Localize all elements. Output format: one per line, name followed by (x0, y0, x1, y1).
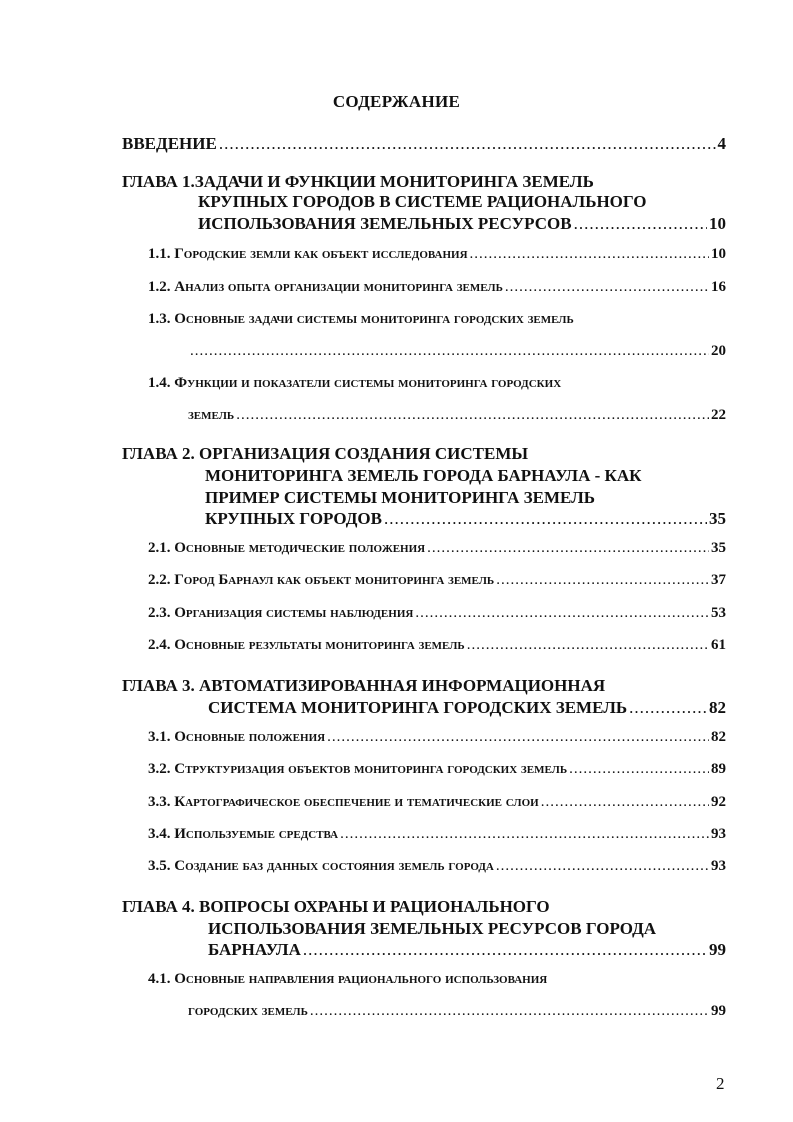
leader-dots (505, 279, 709, 296)
toc-entry-label: СИСТЕМА МОНИТОРИНГА ГОРОДСКИХ ЗЕМЕЛЬ (208, 698, 628, 717)
chapter-2-heading-line-2[interactable]: МОНИТОРИНГА ЗЕМЕЛЬ ГОРОДА БАРНАУЛА - КАК (205, 466, 642, 485)
leader-dots (190, 343, 709, 360)
toc-page-number: 93 (711, 858, 726, 874)
toc-entry-3-2[interactable] (148, 761, 726, 778)
toc-page-number: 53 (711, 605, 726, 621)
toc-entry-label: ВВЕДЕНИЕ (122, 134, 217, 153)
toc-entry-label: земель (188, 407, 235, 423)
toc-entry-2-3[interactable] (148, 605, 726, 622)
toc-page-number: 99 (709, 940, 726, 959)
toc-entry-3-1[interactable] (148, 729, 726, 746)
toc-entry-3-3[interactable] (148, 794, 726, 811)
toc-page-number: 10 (711, 246, 726, 262)
leader-dots (427, 540, 709, 557)
toc-entry-label: 3.5. Создание баз данных состояния земель города (148, 858, 494, 874)
leader-dots (236, 407, 709, 424)
toc-entry-3-4[interactable] (148, 826, 726, 843)
toc-entry-label: городских земель (188, 1003, 308, 1019)
leader-dots (327, 729, 709, 746)
leader-dots (470, 246, 709, 263)
chapter-4-heading-line-1[interactable]: ГЛАВА 4. ВОПРОСЫ ОХРАНЫ И РАЦИОНАЛЬНОГО (122, 897, 550, 916)
page-title: СОДЕРЖАНИЕ (332, 92, 461, 111)
toc-entry-3-5[interactable] (148, 858, 726, 875)
leader-dots (415, 605, 709, 622)
toc-entry-label: 3.4. Используемые средства (148, 826, 339, 842)
toc-page-number: 35 (709, 509, 726, 528)
toc-entry-intro[interactable] (122, 134, 726, 154)
leader-dots (340, 826, 709, 843)
toc-entry-label: 1.2. Анализ опыта организации мониторинга земель (148, 279, 503, 295)
toc-page-number: 20 (711, 343, 726, 359)
toc-entry-label: КРУПНЫХ ГОРОДОВ (205, 509, 382, 528)
toc-page-number: 22 (711, 407, 726, 423)
leader-dots (574, 214, 707, 234)
toc-entry-1-3[interactable] (188, 343, 726, 360)
toc-entry-label: 2.4. Основные результаты мониторинга земель (148, 637, 465, 653)
chapter-4-heading-line-2[interactable]: ИСПОЛЬЗОВАНИЯ ЗЕМЕЛЬНЫХ РЕСУРСОВ ГОРОДА (208, 919, 657, 938)
toc-entry-label: 2.3. Организация системы наблюдения (148, 605, 414, 621)
leader-dots (303, 940, 707, 960)
toc-entry-4-1-label[interactable]: 4.1. Основные направления рационального использования (148, 971, 548, 987)
leader-dots (384, 509, 707, 529)
toc-page-number: 37 (711, 572, 726, 588)
toc-entry-2-4[interactable] (148, 637, 726, 654)
leader-dots (496, 572, 709, 589)
chapter-3-heading-line-1[interactable]: ГЛАВА 3. АВТОМАТИЗИРОВАННАЯ ИНФОРМАЦИОННАЯ (122, 676, 606, 695)
toc-entry-label: 3.1. Основные положения (148, 729, 326, 745)
toc-entry-1-2[interactable] (148, 279, 726, 296)
page-number: 2 (716, 1074, 725, 1093)
toc-page-number: 10 (709, 214, 726, 233)
toc-entry-1-4[interactable] (188, 407, 726, 424)
toc-page-number: 89 (711, 761, 726, 777)
leader-dots (629, 698, 707, 718)
toc-entry-chapter-1[interactable] (198, 214, 726, 234)
toc-entry-chapter-3[interactable] (208, 698, 726, 718)
leader-dots (569, 761, 709, 778)
chapter-1-heading-line-1[interactable]: ГЛАВА 1.ЗАДАЧИ И ФУНКЦИИ МОНИТОРИНГА ЗЕМЕЛЬ (122, 172, 594, 191)
chapter-2-heading-line-1[interactable]: ГЛАВА 2. ОРГАНИЗАЦИЯ СОЗДАНИЯ СИСТЕМЫ (122, 444, 529, 463)
toc-entry-label: 1.1. Городские земли как объект исследования (148, 246, 468, 262)
toc-entry-2-2[interactable] (148, 572, 726, 589)
leader-dots (496, 858, 709, 875)
toc-page-number: 35 (711, 540, 726, 556)
chapter-2-heading-line-3[interactable]: ПРИМЕР СИСТЕМЫ МОНИТОРИНГА ЗЕМЕЛЬ (205, 488, 596, 507)
toc-entry-1-4-label[interactable]: 1.4. Функции и показатели системы мониторинга городских (148, 375, 562, 391)
chapter-1-heading-line-2[interactable]: КРУПНЫХ ГОРОДОВ В СИСТЕМЕ РАЦИОНАЛЬНОГО (198, 192, 647, 211)
leader-dots (541, 794, 709, 811)
toc-entry-label: 3.3. Картографическое обеспечение и тематические слои (148, 794, 539, 810)
toc-entry-label: ИСПОЛЬЗОВАНИЯ ЗЕМЕЛЬНЫХ РЕСУРСОВ (198, 214, 572, 233)
toc-entry-label: БАРНАУЛА (208, 940, 301, 959)
toc-entry-label: 2.1. Основные методические положения (148, 540, 426, 556)
toc-entry-chapter-4[interactable] (208, 940, 726, 960)
leader-dots (219, 134, 716, 154)
toc-page-number: 16 (711, 279, 726, 295)
toc-entry-1-1[interactable] (148, 246, 726, 263)
leader-dots (467, 637, 709, 654)
toc-entry-2-1[interactable] (148, 540, 726, 557)
toc-entry-4-1[interactable] (188, 1003, 726, 1020)
toc-page-number: 61 (711, 637, 726, 653)
leader-dots (310, 1003, 709, 1020)
toc-page-number: 92 (711, 794, 726, 810)
toc-page-number: 99 (711, 1003, 726, 1019)
toc-page-number: 4 (717, 134, 726, 153)
toc-entry-label: 3.2. Структуризация объектов мониторинга городских земель (148, 761, 568, 777)
toc-entry-1-3-label[interactable]: 1.3. Основные задачи системы мониторинга городских земель (148, 311, 574, 327)
toc-page-number: 93 (711, 826, 726, 842)
toc-page-number: 82 (711, 729, 726, 745)
toc-entry-chapter-2[interactable] (205, 509, 726, 529)
toc-entry-label: 2.2. Город Барнаул как объект мониторинга земель (148, 572, 495, 588)
toc-page-number: 82 (709, 698, 726, 717)
